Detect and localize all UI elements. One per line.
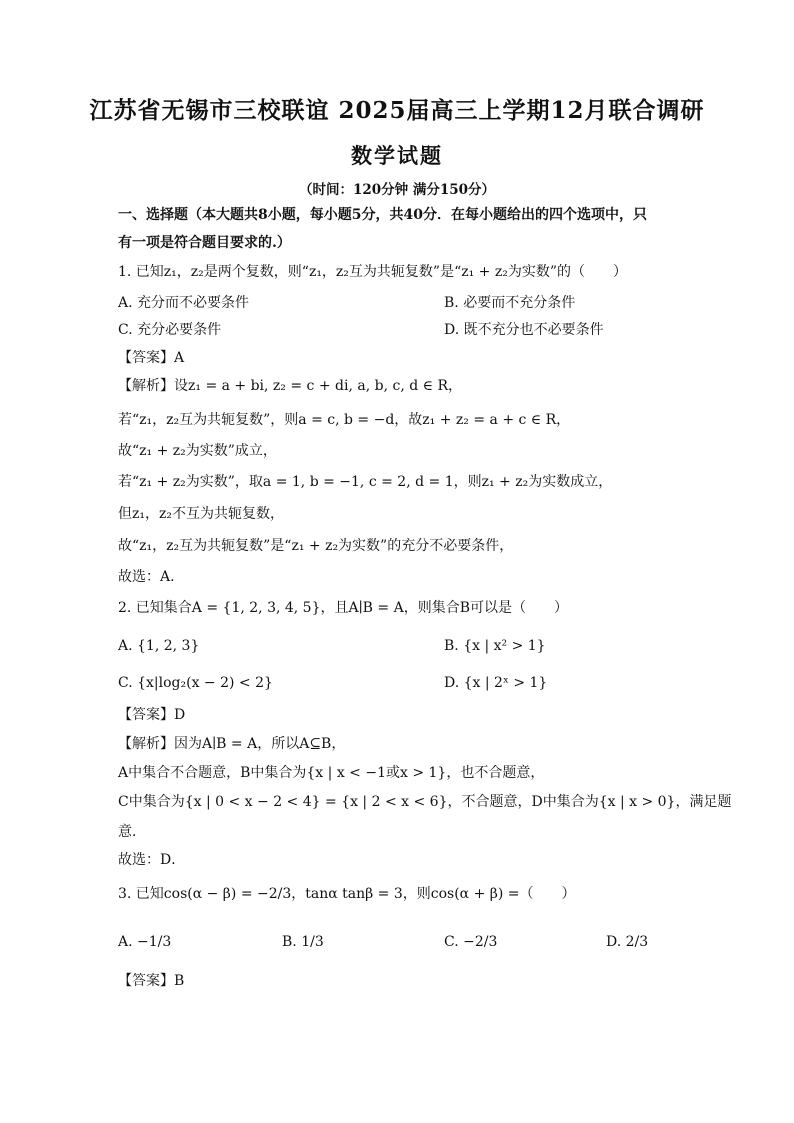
q3-stem: 3. 已知cos(α − β) = −2/3，tanα tanβ = 3，则cos(α + β) =（ ） [118, 886, 576, 902]
q3-option-b: B. 1/3 [282, 934, 324, 950]
q1-explanation-6: 故“z₁，z₂互为共轭复数”是“z₁ + z₂为实数”的充分不必要条件， [118, 538, 514, 554]
q3-option-d: D. 2/3 [606, 934, 649, 950]
q1-option-a: A. 充分而不必要条件 [118, 295, 250, 311]
section-heading-line2: 有一项是符合题目要求的.） [118, 235, 291, 251]
q1-option-c: C. 充分必要条件 [118, 322, 222, 338]
q1-stem: 1. 已知z₁，z₂是两个复数，则“z₁，z₂互为共轭复数”是“z₁ + z₂为实数”的（ ） [118, 264, 627, 280]
section-heading-line1: 一、选择题（本大题共8小题，每小题5分，共40分．在每小题给出的四个选项中，只 [118, 207, 647, 223]
q2-explanation-5: 故选：D． [118, 852, 186, 868]
exam-title: 江苏省无锡市三校联谊 2025届高三上学期12月联合调研 [89, 97, 705, 124]
q1-option-b: B. 必要而不充分条件 [444, 295, 576, 311]
q1-explanation-2: 若“z₁，z₂互为共轭复数”，则a = c, b = −d，故z₁ + z₂ = a + c ∈ R， [118, 412, 571, 428]
q1-explanation-3: 故“z₁ + z₂为实数”成立， [118, 443, 277, 459]
q2-explanation-1: 【解析】因为A∣B = A，所以A⊆B， [118, 736, 346, 752]
q1-answer: 【答案】A [118, 350, 185, 366]
q1-option-d: D. 既不充分也不必要条件 [444, 322, 604, 338]
q2-stem: 2. 已知集合A = {1, 2, 3, 4, 5}，且A∣B = A，则集合B可以是（ ） [118, 600, 569, 616]
q1-explanation-4: 若“z₁ + z₂为实数”，取a = 1, b = −1, c = 2, d = 1，则z₁ + z₂为实数成立， [118, 474, 613, 490]
q2-option-a: A. {1, 2, 3} [118, 638, 200, 654]
q3-option-c: C. −2/3 [444, 934, 498, 950]
q3-answer: 【答案】B [118, 973, 185, 989]
q2-option-c: C. {x|log₂(x − 2) < 2} [118, 675, 273, 691]
exam-subtitle: 数学试题 [351, 143, 443, 168]
q2-answer: 【答案】D [118, 707, 186, 723]
q1-explanation-1: 【解析】设z₁ = a + bi, z₂ = c + di, a, b, c, d ∈ R， [118, 378, 462, 394]
q2-option-d: D. {x | 2ˣ > 1} [444, 675, 548, 691]
q2-option-b: B. {x | x² > 1} [444, 638, 546, 654]
q1-explanation-7: 故选：A. [118, 569, 175, 585]
q1-explanation-5: 但z₁，z₂不互为共轭复数， [118, 506, 284, 522]
q2-explanation-3: C中集合为{x | 0 < x − 2 < 4} = {x | 2 < x < 6}，不合题意，D中集合为{x | x > 0}，满足题 [118, 794, 732, 810]
time-info: （时间：120分钟 满分150分） [298, 182, 496, 198]
q2-explanation-2: A中集合不合题意，B中集合为{x | x < −1或x > 1}，也不合题意， [118, 765, 545, 781]
q2-explanation-4: 意． [118, 824, 146, 840]
q3-option-a: A. −1/3 [118, 934, 172, 950]
